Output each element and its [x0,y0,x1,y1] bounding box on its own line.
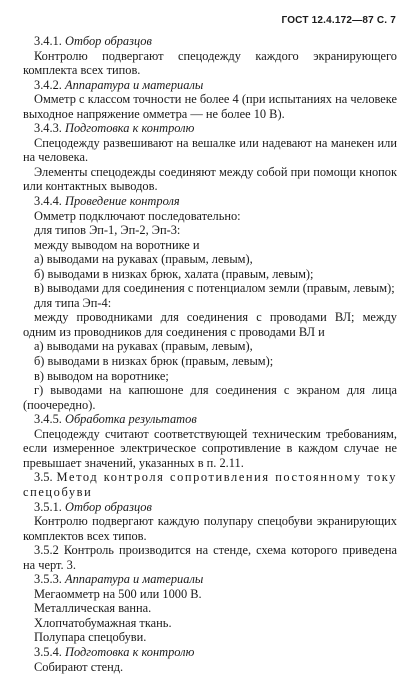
paragraph: Спецодежду развешивают на вешалке или надевают на манекен или на человека. [23,135,397,165]
paragraph: Контролю подвергают спецодежду каждого экранирующего комплекта всех типов. [23,48,397,78]
paragraph: Спецодежду считают соответствующей техническим требованиям, если измеренное электрическое сопротивление в каждом случае не превышает значений, указанных в п. 2.11. [23,426,397,470]
paragraph: между выводом на воротнике и [34,237,200,252]
section-number: 3.5. [34,470,53,485]
list-item: а) выводами на рукавах (правым, левым), [34,339,253,354]
page-header: ГОСТ 12.4.172—87 С. 7 [281,15,396,26]
paragraph: между проводниками для соединения с проводами ВЛ; между одним из проводников для соединения с проводами ВЛ и [23,310,397,339]
section-heading [23,645,397,660]
paragraph: для типов Эп-1, Эп-2, Эп-3: [34,223,181,238]
section-number: 3.4.1. [34,34,62,48]
section-title: Подготовка к контролю [65,121,195,136]
paragraph: Омметр с классом точности не более 4 (при испытаниях на человеке выходное напряжение омметра — не более 10 В). [23,92,397,121]
section-title: Аппаратура и материалы [65,572,204,587]
section-title: Подготовка к контролю [65,644,195,659]
section-heading [23,470,397,499]
list-item: а) выводами на рукавах (правым, левым), [34,252,253,267]
list-item: б) выводами в низках брюк (правым, левым); [34,354,274,369]
paragraph: для типа Эп-4: [34,295,112,310]
section-heading [23,194,397,209]
section-heading [23,34,397,49]
section-number: 3.5.1. [34,499,62,514]
section-heading [23,121,397,136]
section-heading [23,572,397,587]
section-heading [23,500,397,515]
paragraph: Омметр подключают последовательно: [34,208,241,223]
section-number: 3.5.3. [34,572,62,587]
paragraph: Металлическая ванна. [34,601,152,616]
section-title: Отбор образцов [65,499,152,514]
section-number: 3.4.3. [34,121,62,136]
paragraph: Хлопчатобумажная ткань. [34,615,172,630]
section-number: 3.4.4. [34,194,62,209]
list-item: в) выводами для соединения с потенциалом земли (правым, левым); [34,281,395,296]
paragraph: Собирают стенд. [34,659,124,674]
section-number: 3.4.2. [34,77,62,92]
list-item: г) выводами на капюшоне для соединения с экраном для лица (поочередно). [23,383,397,412]
section-title: Обработка результатов [65,412,197,427]
section-heading [23,412,397,427]
paragraph: Контролю подвергают каждую полупару спецобуви экранирующих комплектов всех типов. [23,514,397,543]
section-number: 3.4.5. [34,412,62,427]
paragraph: 3.5.2 Контроль производится на стенде, схема которого приведена на черт. 3. [23,543,397,572]
paragraph: Мегаомметр на 500 или 1000 В. [34,586,202,601]
document-body [23,34,397,674]
list-item: б) выводами в низках брюк, халата (правым, левым); [34,266,314,281]
paragraph: Полупара спецобуви. [34,630,147,645]
section-title: Метод контроля сопротивления постоянному току спецобуви [23,470,397,499]
paragraph: Элементы спецодежды соединяют между собой при помощи кнопок или контактных выводов. [23,164,397,194]
section-title: Аппаратура и материалы [65,77,204,92]
section-heading [23,78,397,93]
section-number: 3.5.4. [34,644,62,659]
section-title: Отбор образцов [65,34,152,48]
list-item: в) выводом на воротнике; [34,368,169,383]
section-title: Проведение контроля [65,194,180,209]
